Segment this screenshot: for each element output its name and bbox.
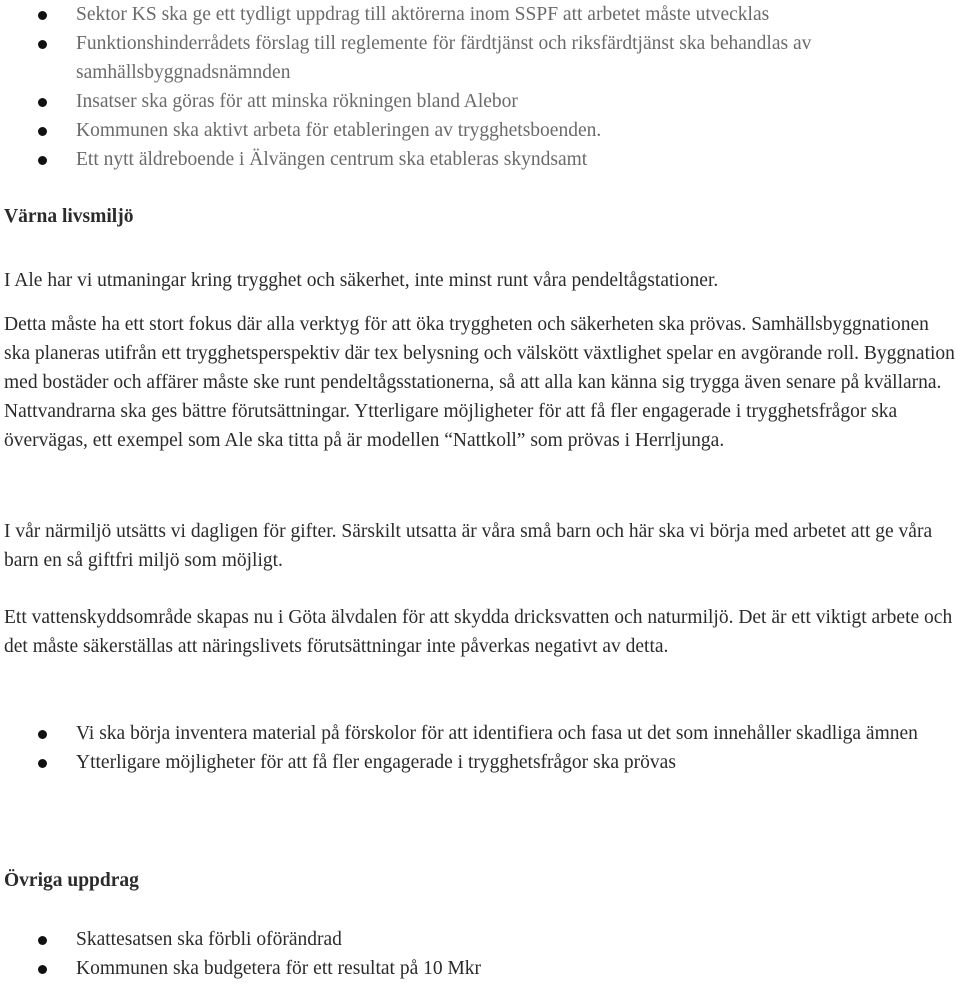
body-paragraph: I vår närmiljö utsätts vi dagligen för gifter. Särskilt utsatta är våra små barn och här ska vi börja med arbetet att ge våra barn en så giftfri miljö som möjligt. <box>4 521 933 571</box>
body-paragraph: Detta måste ha ett stort fokus där alla verktyg för att öka tryggheten och säkerheten ska prövas. Samhällsbyggnationen ska planeras utifrån ett trygghetsperspektiv där tex belysning och välskött växtlighet spelar en avgörande roll. Byggnation med bostäder och affärer måste ske runt pendeltågsstationerna, så att alla kan känna sig trygga även senare på kvällarna. Nattvandrarna ska ges bättre förutsättningar. Ytterligare möjligheter för att få fler engagerade i trygghetsfrågor ska övervägas, ett exempel som Ale ska titta på är modellen “Nattkoll” som prövas i Herrljunga. <box>4 314 955 451</box>
list-item: Ett nytt äldreboende i Älvängen centrum ska etableras skyndsamt <box>0 145 960 174</box>
intro-paragraph: I Ale har vi utmaningar kring trygghet och säkerhet, inte minst runt våra pendeltågstationer. <box>4 270 719 291</box>
list-item: Kommunen ska aktivt arbeta för etableringen av trygghetsboenden. <box>0 116 960 145</box>
body-paragraph: Ett vattenskyddsområde skapas nu i Göta älvdalen för att skydda dricksvatten och naturmiljö. Det är ett viktigt arbete och det måste säkerställas att näringslivets förutsättningar inte påverkas negativt av detta. <box>4 607 953 657</box>
list-item: Sektor KS ska ge ett tydligt uppdrag till aktörerna inom SSPF att arbetet måste utvecklas <box>0 0 960 29</box>
list-item: Funktionshinderrådets förslag till reglemente för färdtjänst och riksfärdtjänst ska behandlas av samhällsbyggnadsnämnden <box>0 29 960 87</box>
section-heading-ovriga-uppdrag: Övriga uppdrag <box>4 870 139 891</box>
list-item: Skattesatsen ska förbli oförändrad <box>0 925 960 954</box>
list-item: Insatser ska göras för att minska rökningen bland Alebor <box>0 87 960 116</box>
list-item: Kommunen ska budgetera för ett resultat på 10 Mkr <box>0 954 960 983</box>
section1-bullet-list <box>0 719 960 777</box>
section-heading-varna-livsmiljo: Värna livsmiljö <box>4 206 134 227</box>
section2-bullet-list <box>0 925 960 983</box>
list-item: Ytterligare möjligheter för att få fler engagerade i trygghetsfrågor ska prövas <box>0 748 960 777</box>
top-bullet-list <box>0 0 960 174</box>
list-item: Vi ska börja inventera material på förskolor för att identifiera och fasa ut det som innehåller skadliga ämnen <box>0 719 960 748</box>
